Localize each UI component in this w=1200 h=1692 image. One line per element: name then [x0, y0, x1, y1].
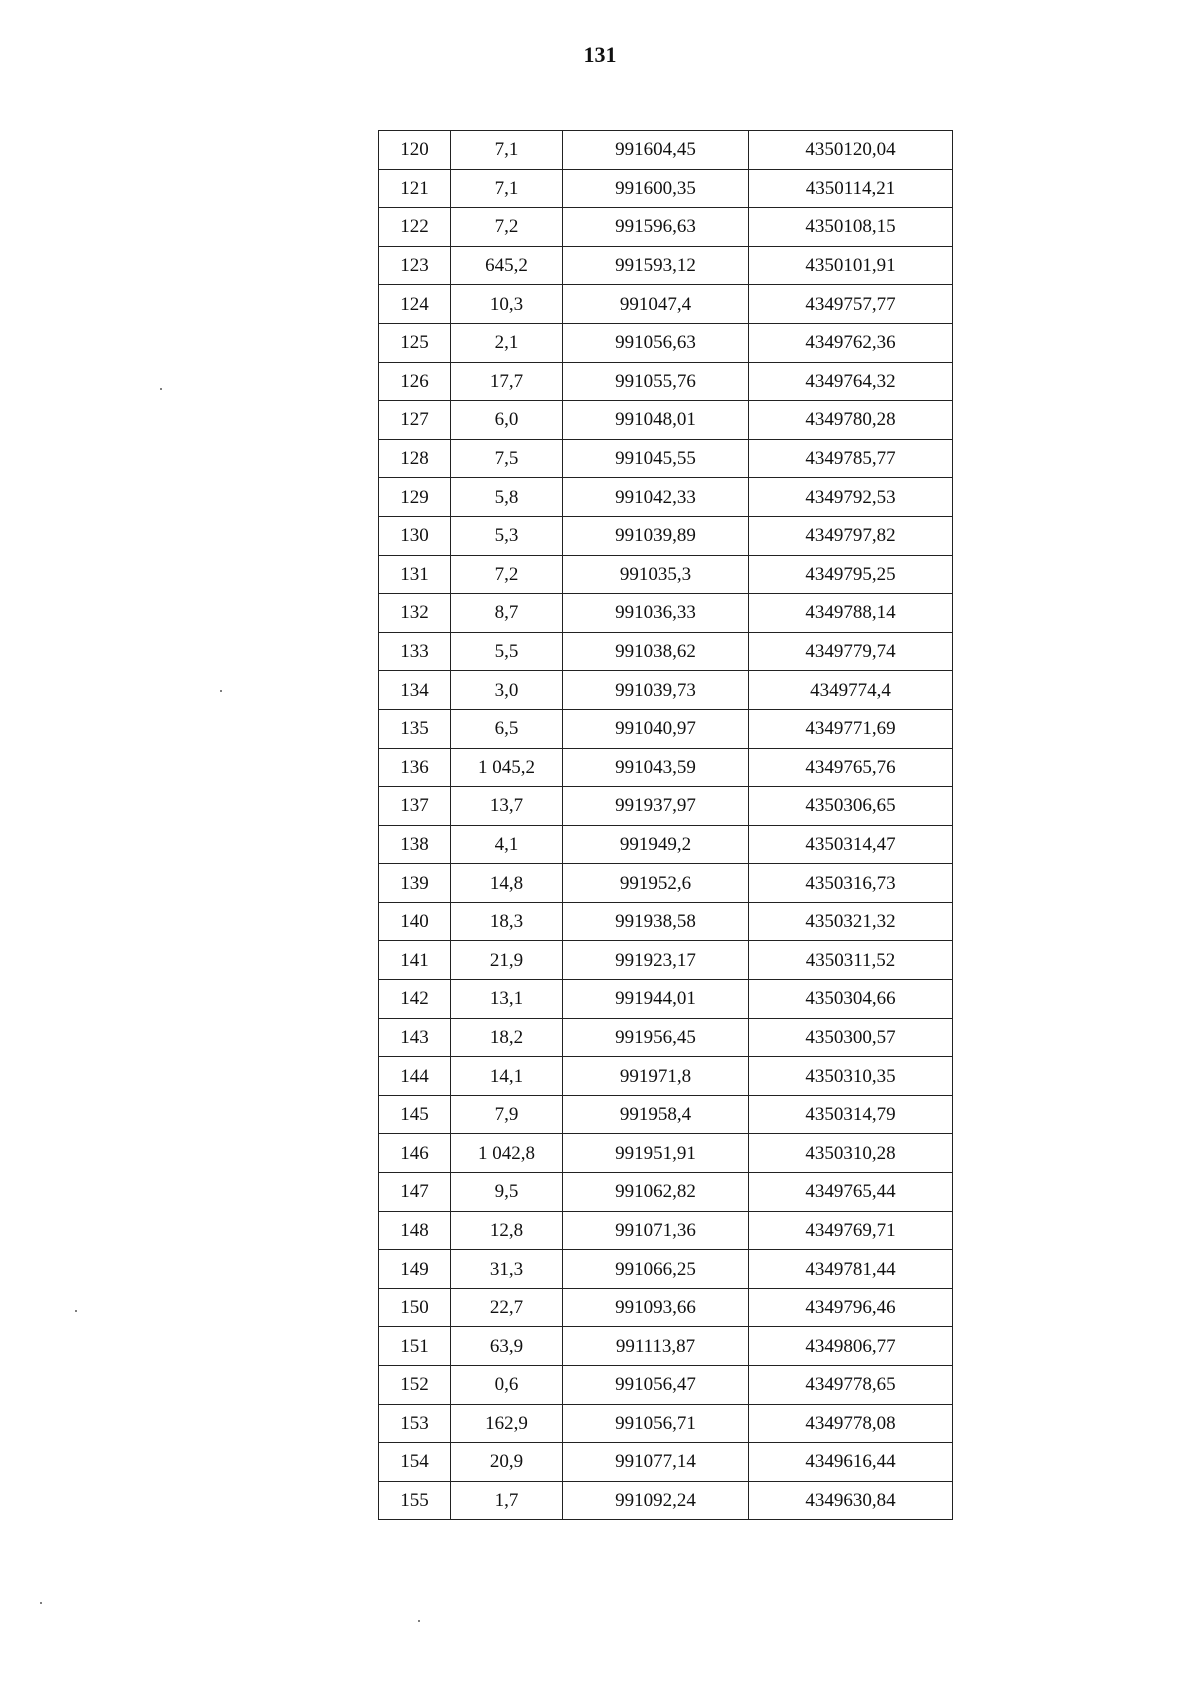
table-row — [379, 285, 953, 324]
length-cell: 7,5 — [451, 439, 563, 478]
point-number-cell: 121 — [379, 169, 451, 208]
y-coordinate-cell: 4349778,08 — [749, 1404, 953, 1443]
point-number-cell: 150 — [379, 1288, 451, 1327]
length-cell: 0,6 — [451, 1366, 563, 1405]
y-coordinate-cell: 4350304,66 — [749, 980, 953, 1019]
table-row — [379, 478, 953, 517]
y-coordinate-cell: 4349778,65 — [749, 1366, 953, 1405]
x-coordinate-cell: 991944,01 — [563, 980, 749, 1019]
point-number-cell: 120 — [379, 131, 451, 170]
point-number-cell: 138 — [379, 825, 451, 864]
y-coordinate-cell: 4349769,71 — [749, 1211, 953, 1250]
y-coordinate-cell: 4350316,73 — [749, 864, 953, 903]
x-coordinate-cell: 991071,36 — [563, 1211, 749, 1250]
point-number-cell: 134 — [379, 671, 451, 710]
x-coordinate-cell: 991036,33 — [563, 594, 749, 633]
point-number-cell: 130 — [379, 516, 451, 555]
y-coordinate-cell: 4349792,53 — [749, 478, 953, 517]
y-coordinate-cell: 4349774,4 — [749, 671, 953, 710]
y-coordinate-cell: 4349780,28 — [749, 401, 953, 440]
point-number-cell: 145 — [379, 1095, 451, 1134]
length-cell: 12,8 — [451, 1211, 563, 1250]
point-number-cell: 149 — [379, 1250, 451, 1289]
y-coordinate-cell: 4349796,46 — [749, 1288, 953, 1327]
length-cell: 162,9 — [451, 1404, 563, 1443]
table-row — [379, 555, 953, 594]
y-coordinate-cell: 4350114,21 — [749, 169, 953, 208]
length-cell: 5,8 — [451, 478, 563, 517]
table-row — [379, 1366, 953, 1405]
length-cell: 18,3 — [451, 902, 563, 941]
point-number-cell: 122 — [379, 208, 451, 247]
table-row — [379, 671, 953, 710]
scan-speck — [220, 690, 222, 692]
length-cell: 8,7 — [451, 594, 563, 633]
table-row — [379, 1481, 953, 1520]
y-coordinate-cell: 4350101,91 — [749, 246, 953, 285]
length-cell: 13,1 — [451, 980, 563, 1019]
page-number: 131 — [583, 42, 617, 67]
x-coordinate-cell: 991056,47 — [563, 1366, 749, 1405]
table-row — [379, 1173, 953, 1212]
table-row — [379, 1288, 953, 1327]
table-row — [379, 1018, 953, 1057]
x-coordinate-cell: 991937,97 — [563, 787, 749, 826]
y-coordinate-cell: 4350300,57 — [749, 1018, 953, 1057]
scan-speck — [75, 1310, 77, 1312]
y-coordinate-cell: 4349788,14 — [749, 594, 953, 633]
table-row — [379, 980, 953, 1019]
x-coordinate-cell: 991042,33 — [563, 478, 749, 517]
point-number-cell: 133 — [379, 632, 451, 671]
y-coordinate-cell: 4350314,47 — [749, 825, 953, 864]
table-body — [379, 131, 953, 1520]
x-coordinate-cell: 991062,82 — [563, 1173, 749, 1212]
x-coordinate-cell: 991923,17 — [563, 941, 749, 980]
y-coordinate-cell: 4349795,25 — [749, 555, 953, 594]
scan-speck — [40, 1602, 42, 1604]
x-coordinate-cell: 991043,59 — [563, 748, 749, 787]
x-coordinate-cell: 991958,4 — [563, 1095, 749, 1134]
table-row — [379, 825, 953, 864]
length-cell: 14,1 — [451, 1057, 563, 1096]
y-coordinate-cell: 4350108,15 — [749, 208, 953, 247]
x-coordinate-cell: 991047,4 — [563, 285, 749, 324]
point-number-cell: 125 — [379, 323, 451, 362]
x-coordinate-cell: 991056,63 — [563, 323, 749, 362]
point-number-cell: 136 — [379, 748, 451, 787]
table-row — [379, 748, 953, 787]
length-cell: 5,5 — [451, 632, 563, 671]
x-coordinate-cell: 991092,24 — [563, 1481, 749, 1520]
length-cell: 7,1 — [451, 131, 563, 170]
point-number-cell: 124 — [379, 285, 451, 324]
y-coordinate-cell: 4349771,69 — [749, 709, 953, 748]
y-coordinate-cell: 4350310,35 — [749, 1057, 953, 1096]
table-row — [379, 1250, 953, 1289]
table-row — [379, 1327, 953, 1366]
length-cell: 1 042,8 — [451, 1134, 563, 1173]
table-row — [379, 131, 953, 170]
table-row — [379, 1134, 953, 1173]
length-cell: 5,3 — [451, 516, 563, 555]
length-cell: 7,2 — [451, 555, 563, 594]
length-cell: 3,0 — [451, 671, 563, 710]
x-coordinate-cell: 991600,35 — [563, 169, 749, 208]
point-number-cell: 155 — [379, 1481, 451, 1520]
point-number-cell: 132 — [379, 594, 451, 633]
length-cell: 7,1 — [451, 169, 563, 208]
point-number-cell: 140 — [379, 902, 451, 941]
table-row — [379, 208, 953, 247]
x-coordinate-cell: 991093,66 — [563, 1288, 749, 1327]
y-coordinate-cell: 4350321,32 — [749, 902, 953, 941]
y-coordinate-cell: 4349806,77 — [749, 1327, 953, 1366]
length-cell: 6,0 — [451, 401, 563, 440]
length-cell: 17,7 — [451, 362, 563, 401]
x-coordinate-cell: 991045,55 — [563, 439, 749, 478]
point-number-cell: 128 — [379, 439, 451, 478]
point-number-cell: 146 — [379, 1134, 451, 1173]
y-coordinate-cell: 4349765,76 — [749, 748, 953, 787]
y-coordinate-cell: 4349779,74 — [749, 632, 953, 671]
table-row — [379, 169, 953, 208]
table-row — [379, 594, 953, 633]
x-coordinate-cell: 991048,01 — [563, 401, 749, 440]
x-coordinate-cell: 991956,45 — [563, 1018, 749, 1057]
x-coordinate-cell: 991040,97 — [563, 709, 749, 748]
y-coordinate-cell: 4350120,04 — [749, 131, 953, 170]
point-number-cell: 152 — [379, 1366, 451, 1405]
x-coordinate-cell: 991113,87 — [563, 1327, 749, 1366]
length-cell: 1 045,2 — [451, 748, 563, 787]
point-number-cell: 139 — [379, 864, 451, 903]
table-row — [379, 941, 953, 980]
x-coordinate-cell: 991077,14 — [563, 1443, 749, 1482]
point-number-cell: 143 — [379, 1018, 451, 1057]
x-coordinate-cell: 991035,3 — [563, 555, 749, 594]
y-coordinate-cell: 4350310,28 — [749, 1134, 953, 1173]
scan-speck — [418, 1620, 420, 1622]
point-number-cell: 144 — [379, 1057, 451, 1096]
y-coordinate-cell: 4349797,82 — [749, 516, 953, 555]
x-coordinate-cell: 991039,89 — [563, 516, 749, 555]
point-number-cell: 154 — [379, 1443, 451, 1482]
x-coordinate-cell: 991938,58 — [563, 902, 749, 941]
point-number-cell: 141 — [379, 941, 451, 980]
x-coordinate-cell: 991066,25 — [563, 1250, 749, 1289]
table-row — [379, 1095, 953, 1134]
table-row — [379, 439, 953, 478]
x-coordinate-cell: 991038,62 — [563, 632, 749, 671]
table-row — [379, 1443, 953, 1482]
table-row — [379, 362, 953, 401]
x-coordinate-cell: 991596,63 — [563, 208, 749, 247]
point-number-cell: 127 — [379, 401, 451, 440]
length-cell: 6,5 — [451, 709, 563, 748]
length-cell: 21,9 — [451, 941, 563, 980]
point-number-cell: 126 — [379, 362, 451, 401]
table-row — [379, 323, 953, 362]
x-coordinate-cell: 991593,12 — [563, 246, 749, 285]
length-cell: 645,2 — [451, 246, 563, 285]
y-coordinate-cell: 4349764,32 — [749, 362, 953, 401]
x-coordinate-cell: 991604,45 — [563, 131, 749, 170]
length-cell: 31,3 — [451, 1250, 563, 1289]
x-coordinate-cell: 991055,76 — [563, 362, 749, 401]
table-row — [379, 787, 953, 826]
table-row — [379, 632, 953, 671]
length-cell: 13,7 — [451, 787, 563, 826]
table-row — [379, 864, 953, 903]
table-row — [379, 516, 953, 555]
x-coordinate-cell: 991949,2 — [563, 825, 749, 864]
table-row — [379, 246, 953, 285]
x-coordinate-cell: 991056,71 — [563, 1404, 749, 1443]
point-number-cell: 147 — [379, 1173, 451, 1212]
length-cell: 9,5 — [451, 1173, 563, 1212]
length-cell: 7,9 — [451, 1095, 563, 1134]
table-row — [379, 1057, 953, 1096]
x-coordinate-cell: 991952,6 — [563, 864, 749, 903]
y-coordinate-cell: 4349757,77 — [749, 285, 953, 324]
y-coordinate-cell: 4349785,77 — [749, 439, 953, 478]
length-cell: 10,3 — [451, 285, 563, 324]
table-row — [379, 902, 953, 941]
point-number-cell: 135 — [379, 709, 451, 748]
scan-speck — [160, 388, 162, 390]
point-number-cell: 137 — [379, 787, 451, 826]
length-cell: 14,8 — [451, 864, 563, 903]
point-number-cell: 123 — [379, 246, 451, 285]
length-cell: 4,1 — [451, 825, 563, 864]
point-number-cell: 148 — [379, 1211, 451, 1250]
length-cell: 1,7 — [451, 1481, 563, 1520]
length-cell: 20,9 — [451, 1443, 563, 1482]
point-number-cell: 142 — [379, 980, 451, 1019]
length-cell: 22,7 — [451, 1288, 563, 1327]
length-cell: 63,9 — [451, 1327, 563, 1366]
x-coordinate-cell: 991951,91 — [563, 1134, 749, 1173]
x-coordinate-cell: 991971,8 — [563, 1057, 749, 1096]
table-row — [379, 1211, 953, 1250]
coordinates-table — [378, 130, 953, 1520]
table-row — [379, 401, 953, 440]
y-coordinate-cell: 4349762,36 — [749, 323, 953, 362]
y-coordinate-cell: 4349781,44 — [749, 1250, 953, 1289]
length-cell: 2,1 — [451, 323, 563, 362]
y-coordinate-cell: 4350314,79 — [749, 1095, 953, 1134]
point-number-cell: 129 — [379, 478, 451, 517]
point-number-cell: 131 — [379, 555, 451, 594]
length-cell: 7,2 — [451, 208, 563, 247]
y-coordinate-cell: 4350306,65 — [749, 787, 953, 826]
table-row — [379, 1404, 953, 1443]
length-cell: 18,2 — [451, 1018, 563, 1057]
point-number-cell: 151 — [379, 1327, 451, 1366]
x-coordinate-cell: 991039,73 — [563, 671, 749, 710]
y-coordinate-cell: 4350311,52 — [749, 941, 953, 980]
y-coordinate-cell: 4349765,44 — [749, 1173, 953, 1212]
table-row — [379, 709, 953, 748]
y-coordinate-cell: 4349616,44 — [749, 1443, 953, 1482]
y-coordinate-cell: 4349630,84 — [749, 1481, 953, 1520]
point-number-cell: 153 — [379, 1404, 451, 1443]
